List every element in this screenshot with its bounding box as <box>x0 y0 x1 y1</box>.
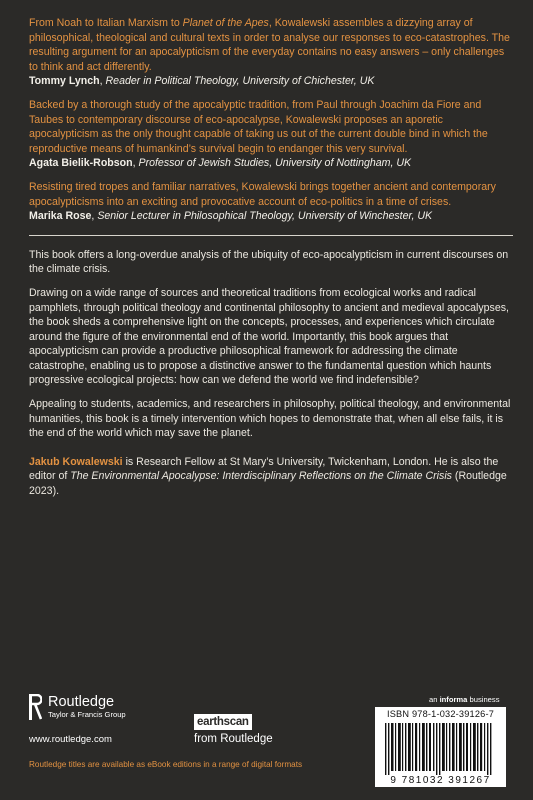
blurb-paragraph-2: Drawing on a wide range of sources and theoretical traditions from ecological works and radical pamphlets, through political theology and continental philosophy to ancient and medieval apocalypses, the book sheds a comprehensive light on the concepts, processes, and experiences which circulate around the figure of the environmental end of the world. Importantly, this book argues that apocalypticism can provide a productive philosophical framework for addressing the climate catastrophe, enabling us to propose a distinctive answer to the fundamental question which haunts progressive ecological projects: how can we defend the world we find indefensible? <box>29 286 509 387</box>
blurb-paragraph-3: Appealing to students, academics, and researchers in philosophy, political theology, and environmental humanities, this book is a timely intervention which hopes to demonstrate that, when all else fails, it is the end of the world which may save the planet. <box>29 398 511 440</box>
cover-footer <box>0 690 533 800</box>
endorsement-attribution-1: Tommy Lynch, Reader in Political Theology, University of Chichester, UK <box>29 75 375 88</box>
earthscan-logo <box>194 712 273 745</box>
ebook-availability-note: Routledge titles are available as eBook editions in a range of digital formats <box>29 760 303 769</box>
publisher-group: Taylor & Francis Group <box>48 710 126 719</box>
back-cover-text <box>29 16 513 508</box>
blurb-paragraph-1: This book offers a long-overdue analysis of the ubiquity of eco-apocalypticism in current discourses on the climate crisis. <box>29 248 509 276</box>
endorsement-quote-2: Backed by a thorough study of the apocalyptic tradition, from Paul through Joachim da Fiore and Taubes to contemporary discourse of eco-apocalypse, Kowalewski proposes an aporetic apocalypticism as the only thought capable of taking us out of the current double bind in which the reproductive means of humankind’s survival begin to endanger this very survival. <box>29 98 488 155</box>
routledge-logo <box>29 694 126 720</box>
barcode-digits: 9 781032 391267 <box>390 775 491 786</box>
endorsement-attribution-2: Agata Bielik-Robson, Professor of Jewish Studies, University of Nottingham, UK <box>29 157 412 170</box>
endorsement-quote-1: From Noah to Italian Marxism to Planet of the Apes, Kowalewski assembles a dizzying array of philosophical, theological and cultural texts in order to analyse our responses to eco-catastrophes. The resulting argument for an apocalypticism of the everyday contains no easy answers – only challenges to think and act differently. <box>29 17 510 73</box>
endorsement-attribution-3: Marika Rose, Senior Lecturer in Philosophical Theology, University of Winchester, UK <box>29 210 433 223</box>
author-bio: Jakub Kowalewski is Research Fellow at St Mary’s University, Twickenham, London. He is also the editor of The Environmental Apocalypse: Interdisciplinary Reflections on the Climate Crisis (Routledge 2023). <box>29 455 507 498</box>
earthscan-subtitle: from Routledge <box>194 733 273 745</box>
barcode-icon <box>385 723 496 775</box>
isbn-barcode <box>375 707 506 787</box>
isbn-text: ISBN 978-1-032-39126-7 <box>386 709 495 719</box>
publisher-url[interactable]: www.routledge.com <box>29 734 112 745</box>
section-divider <box>29 235 513 236</box>
endorsement-quote-3: Resisting tired tropes and familiar narratives, Kowalewski brings together ancient and contemporary apocalypticisms into an exciting and provocative account of eco-politics in a time of crises. <box>29 180 496 208</box>
informa-business-label: an informa business <box>429 695 500 704</box>
routledge-r-icon <box>29 694 42 720</box>
earthscan-wordmark: earthscan <box>194 714 252 730</box>
publisher-name: Routledge <box>48 694 115 710</box>
